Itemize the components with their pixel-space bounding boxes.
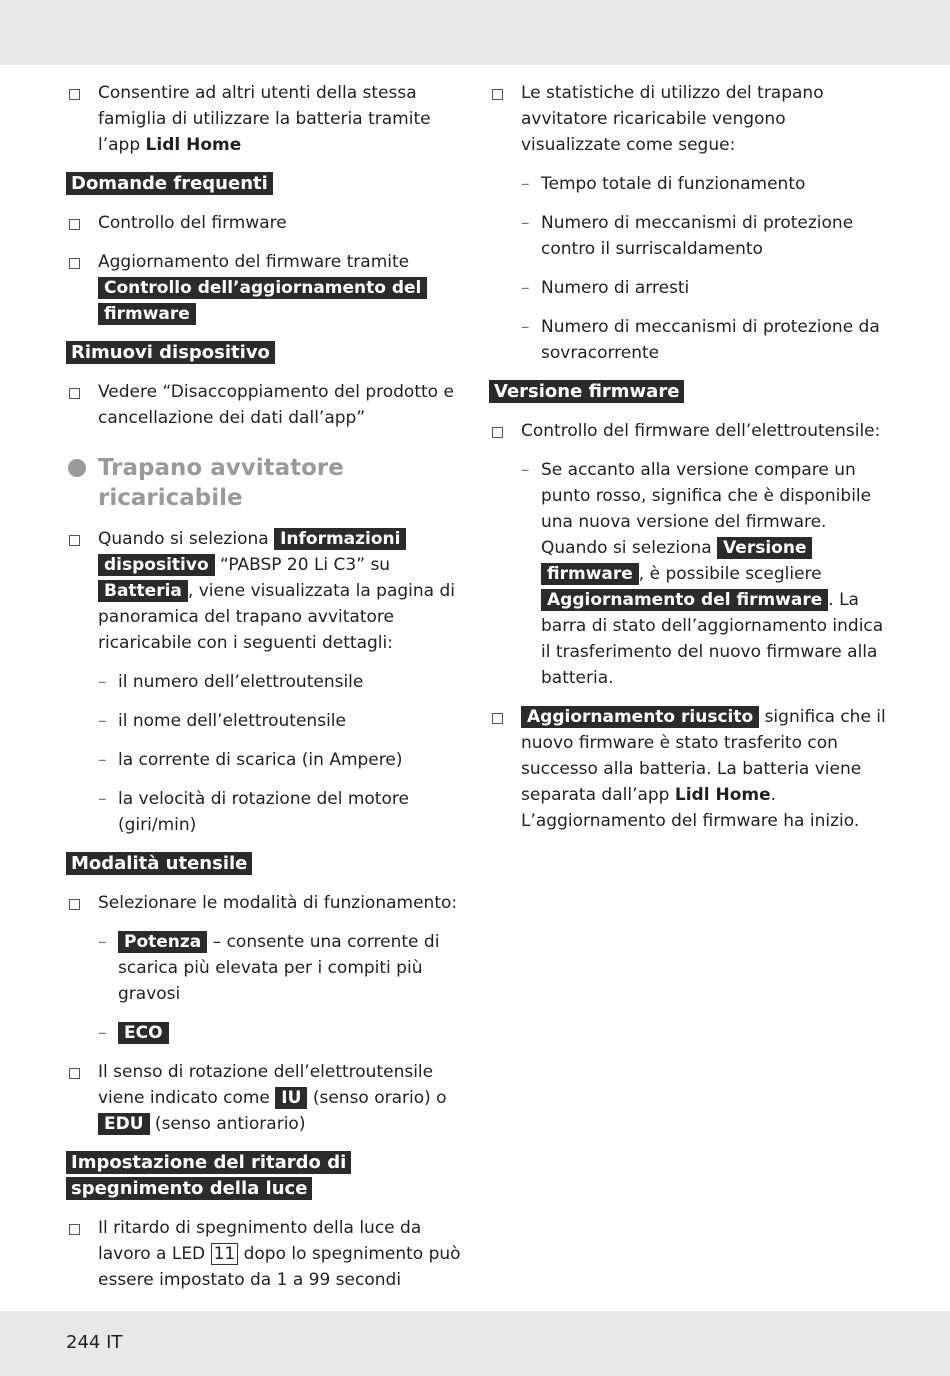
list-item: Il ritardo di spegnimento della luce da lavoro a LED 11 dopo lo spegnimento può essere impostato da 1 a 99 secondi [66,1215,466,1293]
list-item: Aggiornamento riuscito significa che il nuovo firmware è stato trasferito con successo alla batteria. La batteria viene separata dall’app Lidl Home. L’aggiornamento del firmware ha inizio. [489,704,889,834]
left-column [66,80,466,1293]
detail-item: – la velocità di rotazione del motore (giri/min) [98,789,409,835]
list-item: Controllo del firmware [66,210,466,236]
list-item: Quando si seleziona Informazioni dispositivo “PABSP 20 Li C3” su Batteria , viene visualizzata la pagina di panoramica del trapano avvitatore ricaricabile con i seguenti dettagli: [66,526,466,656]
checkbox-bullet-icon [492,427,503,438]
heading-remove-device: Rimuovi dispositivo [66,340,466,366]
stat-item: – Numero di meccanismi di protezione contro il surriscaldamento [521,213,854,259]
stat-item: – Tempo totale di funzionamento [521,174,806,194]
checkbox-bullet-icon [69,1224,80,1235]
checkbox-bullet-icon [69,219,80,230]
mode-eco-item: – ECO [66,1020,466,1046]
list-item: Le statistiche di utilizzo del trapano avvitatore ricaricabile vengono visualizzate come segue: [489,80,889,158]
checkbox-bullet-icon [69,89,80,100]
right-column [489,80,889,834]
firmware-detail-item: – Se accanto alla versione compare un punto rosso, significa che è disponibile una nuova versione del firmware. Quando si seleziona Versione firmware , è possibile scegliere Aggiornamento del firmware . La barra di stato dell’aggiornamento indica il trasferimento del nuovo firmware alla batteria. [521,460,884,688]
list-item: Controllo del firmware dell’elettroutensile: [489,418,889,444]
list-item: Consentire ad altri utenti della stessa famiglia di utilizzare la batteria tramite l’app Lidl Home [66,80,466,158]
mode-power-item: – Potenza – consente una corrente di scarica più elevata per i compiti più gravosi [98,932,440,1004]
part-number-label: 11 [211,1243,239,1265]
checkbox-bullet-icon [69,535,80,546]
bullet-dot-icon [68,459,86,477]
checkbox-bullet-icon [69,899,80,910]
checkbox-bullet-icon [69,1068,80,1079]
heading-light-delay: Impostazione del ritardo di spegnimento della luce [66,1150,466,1202]
heading-firmware-version: Versione firmware [489,379,889,405]
list-item: Aggiornamento del firmware tramite Controllo dell’aggiornamento del firmware [66,249,466,327]
list-item: Vedere “Disaccoppiamento del prodotto e cancellazione dei dati dall’app” [66,379,466,431]
stat-item: – Numero di arresti [521,278,690,298]
section-title: Trapano avvitatore ricaricabile [66,453,466,513]
detail-item: – la corrente di scarica (in Ampere) [98,750,403,770]
checkbox-bullet-icon [69,258,80,269]
checkbox-bullet-icon [69,388,80,399]
detail-item: – il nome dell’elettroutensile [98,711,346,731]
list-item: Il senso di rotazione dell’elettroutensile viene indicato come IU (senso orario) o EDU (senso antiorario) [66,1059,466,1137]
heading-faq: Domande frequenti [66,171,466,197]
stat-item: – Numero di meccanismi di protezione da sovracorrente [521,317,880,363]
heading-tool-mode: Modalità utensile [66,851,466,877]
list-item: Selezionare le modalità di funzionamento: [66,890,466,916]
top-bar [0,0,950,65]
page-number: 244 IT [66,1332,123,1353]
detail-item: – il numero dell’elettroutensile [98,672,364,692]
checkbox-bullet-icon [492,89,503,100]
footer-bar [0,1311,950,1376]
checkbox-bullet-icon [492,713,503,724]
